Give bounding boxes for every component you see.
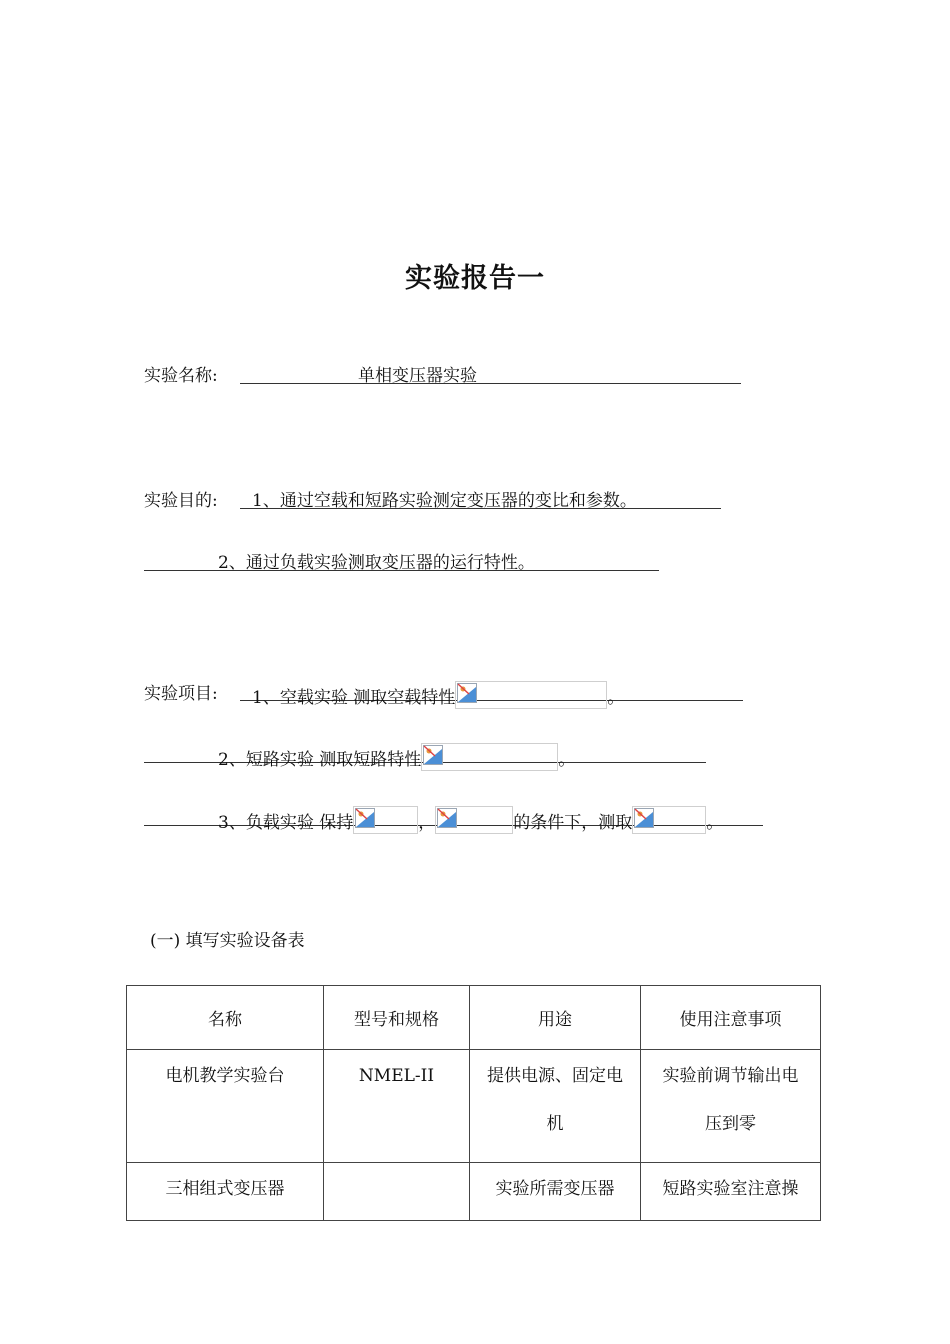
- cell-name: 三相组式变压器: [127, 1163, 324, 1221]
- cell-purpose-line-1: 提供电源、固定电: [487, 1066, 623, 1086]
- formula-image-icon: [353, 806, 418, 834]
- name-label: 实验名称:: [144, 366, 218, 386]
- formula-image-icon: [421, 743, 558, 771]
- cell-name: 电机教学实验台: [127, 1050, 324, 1163]
- items-period-2: 。: [558, 750, 576, 770]
- cell-notes: 短路实验室注意操: [641, 1163, 821, 1221]
- cell-notes: [641, 1050, 821, 1163]
- table-header-row: [127, 986, 821, 1050]
- purpose-label: 实验目的:: [144, 491, 218, 511]
- name-value: 单相变压器实验: [358, 366, 477, 386]
- cell-model: [324, 1163, 470, 1221]
- page-title: 实验报告一: [405, 263, 545, 294]
- header-name: 名称: [127, 986, 324, 1050]
- items-row-3: [218, 806, 723, 835]
- formula-image-icon: [435, 806, 513, 834]
- name-underline: [240, 383, 741, 384]
- items-row-2: [218, 743, 575, 772]
- formula-image-icon: [632, 806, 706, 834]
- table-row: [127, 1163, 821, 1221]
- cell-notes-line-1: 实验前调节输出电: [662, 1066, 799, 1086]
- purpose-item-2: 2、通过负载实验测取变压器的运行特性。: [218, 553, 535, 573]
- items-item-2: 2、短路实验 测取短路特性: [218, 750, 422, 770]
- cell-purpose: [470, 1050, 641, 1163]
- cell-purpose: 实验所需变压器: [470, 1163, 641, 1221]
- purpose-item-1: 1、通过空载和短路实验测定变压器的变比和参数。: [252, 491, 637, 511]
- header-purpose: 用途: [470, 986, 641, 1050]
- items-comma: ，: [418, 813, 436, 833]
- items-period-1: 。: [607, 688, 625, 708]
- equipment-table: [126, 985, 821, 1221]
- items-label: 实验项目:: [144, 684, 218, 704]
- items-period-3: 。: [706, 813, 724, 833]
- cell-model: NMEL-II: [324, 1050, 470, 1163]
- formula-image-icon: [455, 681, 607, 709]
- section-heading: (一) 填写实验设备表: [150, 931, 305, 951]
- items-item-3b: 的条件下，测取: [513, 813, 633, 833]
- table-row: [127, 1050, 821, 1163]
- items-item-3a: 3、负载实验 保持: [218, 813, 354, 833]
- items-row-1: [252, 681, 624, 710]
- header-notes: 使用注意事项: [641, 986, 821, 1050]
- cell-notes-line-2: 压到零: [705, 1114, 756, 1134]
- items-item-1: 1、空载实验 测取空载特性: [252, 688, 456, 708]
- header-model: 型号和规格: [324, 986, 470, 1050]
- cell-purpose-line-2: 机: [546, 1114, 564, 1134]
